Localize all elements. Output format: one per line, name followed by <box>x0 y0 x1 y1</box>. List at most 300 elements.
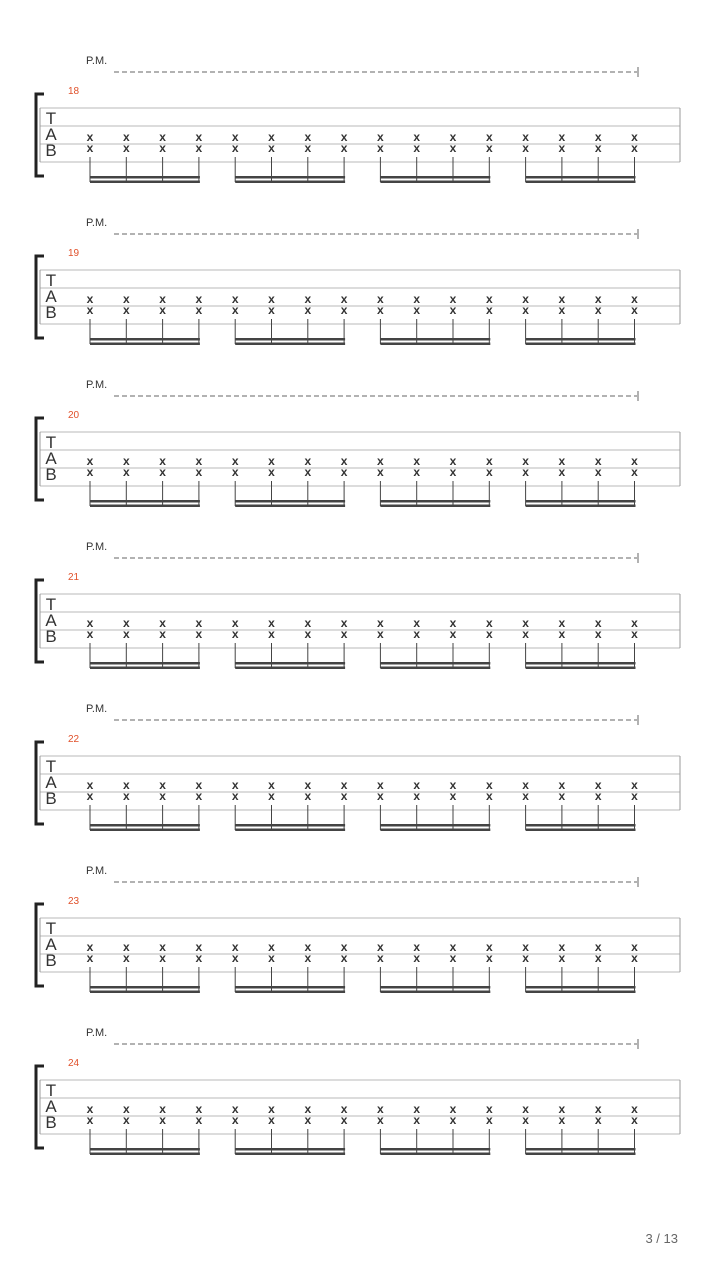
dead-note-x: x <box>522 130 529 144</box>
dead-note-x: x <box>231 789 239 803</box>
dead-note-x: x <box>594 454 602 468</box>
dead-note-x: x <box>268 627 275 641</box>
dead-note-x: x <box>86 141 94 155</box>
beam-secondary <box>90 991 200 994</box>
beam-primary <box>380 662 490 665</box>
dead-note-x: x <box>268 1113 275 1127</box>
dead-note-x: x <box>449 130 457 144</box>
dead-note-x: x <box>340 454 348 468</box>
dead-note-x: x <box>231 454 239 468</box>
tab-clef-letter: T <box>45 1081 57 1100</box>
dead-note-x: x <box>522 951 529 965</box>
dead-note-x: x <box>122 627 130 641</box>
beam-secondary <box>235 829 345 832</box>
dead-note-x: x <box>159 1102 166 1116</box>
dead-note-x: x <box>449 303 457 317</box>
dead-note-x: x <box>86 130 94 144</box>
dead-note-x: x <box>304 627 312 641</box>
tab-clef-letter: B <box>45 303 57 322</box>
dead-note-x: x <box>195 303 203 317</box>
beam-primary <box>526 338 636 341</box>
dead-note-x: x <box>304 130 312 144</box>
page-number: 3 / 13 <box>645 1231 678 1246</box>
dead-note-x: x <box>485 951 493 965</box>
dead-note-x: x <box>522 141 529 155</box>
dead-note-x: x <box>86 303 94 317</box>
beam-secondary <box>235 505 345 508</box>
beam-secondary <box>90 829 200 832</box>
dead-note-x: x <box>449 292 457 306</box>
dead-note-x: x <box>340 1102 348 1116</box>
beam-primary <box>380 500 490 503</box>
tab-clef-letter: A <box>45 449 57 468</box>
dead-note-x: x <box>558 789 566 803</box>
dead-note-x: x <box>159 303 166 317</box>
tab-clef-letter: A <box>45 611 57 630</box>
dead-note-x: x <box>377 454 384 468</box>
dead-note-x: x <box>122 789 130 803</box>
dead-note-x: x <box>122 141 130 155</box>
dead-note-x: x <box>86 778 94 792</box>
dead-note-x: x <box>449 940 457 954</box>
dead-note-x: x <box>485 616 493 630</box>
tab-clef-letter: A <box>45 1097 57 1116</box>
dead-note-x: x <box>594 1102 602 1116</box>
dead-note-x: x <box>631 789 638 803</box>
dead-note-x: x <box>594 292 602 306</box>
dead-note-x: x <box>340 303 348 317</box>
dead-note-x: x <box>377 303 384 317</box>
beam-secondary <box>380 1153 490 1156</box>
dead-note-x: x <box>594 130 602 144</box>
dead-note-x: x <box>413 778 421 792</box>
dead-note-x: x <box>522 778 529 792</box>
dead-note-x: x <box>86 454 94 468</box>
beam-secondary <box>380 343 490 346</box>
dead-note-x: x <box>413 789 421 803</box>
beam-primary <box>380 1148 490 1151</box>
dead-note-x: x <box>159 616 166 630</box>
dead-note-x: x <box>485 778 493 792</box>
dead-note-x: x <box>340 616 348 630</box>
dead-note-x: x <box>340 1113 348 1127</box>
dead-note-x: x <box>304 303 312 317</box>
tab-clef-letter: T <box>45 595 57 614</box>
beam-secondary <box>526 991 636 994</box>
dead-note-x: x <box>195 454 203 468</box>
beam-primary <box>90 1148 200 1151</box>
dead-note-x: x <box>377 465 384 479</box>
palm-mute-label: P.M. <box>86 379 108 391</box>
dead-note-x: x <box>631 454 638 468</box>
dead-note-x: x <box>86 292 94 306</box>
dead-note-x: x <box>558 1113 566 1127</box>
palm-mute-label: P.M. <box>86 1027 108 1039</box>
dead-note-x: x <box>86 940 94 954</box>
dead-note-x: x <box>522 1102 529 1116</box>
dead-note-x: x <box>449 465 457 479</box>
dead-note-x: x <box>195 940 203 954</box>
palm-mute-label: P.M. <box>86 541 108 553</box>
dead-note-x: x <box>122 1113 130 1127</box>
dead-note-x: x <box>268 454 275 468</box>
dead-note-x: x <box>485 1113 493 1127</box>
dead-note-x: x <box>340 789 348 803</box>
dead-note-x: x <box>377 951 384 965</box>
dead-note-x: x <box>304 454 312 468</box>
tab-clef-letter: A <box>45 773 57 792</box>
bar-number: 20 <box>68 410 80 421</box>
dead-note-x: x <box>522 303 529 317</box>
dead-note-x: x <box>631 1102 638 1116</box>
dead-note-x: x <box>304 465 312 479</box>
tab-clef-letter: A <box>45 125 57 144</box>
beam-primary <box>380 986 490 989</box>
beam-primary <box>526 1148 636 1151</box>
dead-note-x: x <box>449 1113 457 1127</box>
dead-note-x: x <box>159 940 166 954</box>
beam-secondary <box>526 343 636 346</box>
tab-clef-letter: A <box>45 935 57 954</box>
dead-note-x: x <box>304 141 312 155</box>
dead-note-x: x <box>231 465 239 479</box>
dead-note-x: x <box>231 627 239 641</box>
dead-note-x: x <box>268 292 275 306</box>
dead-note-x: x <box>413 951 421 965</box>
beam-primary <box>90 662 200 665</box>
dead-note-x: x <box>304 789 312 803</box>
dead-note-x: x <box>122 1102 130 1116</box>
dead-note-x: x <box>159 141 166 155</box>
dead-note-x: x <box>631 616 638 630</box>
dead-note-x: x <box>413 1102 421 1116</box>
dead-note-x: x <box>159 951 166 965</box>
dead-note-x: x <box>449 778 457 792</box>
dead-note-x: x <box>195 292 203 306</box>
dead-note-x: x <box>340 292 348 306</box>
dead-note-x: x <box>304 616 312 630</box>
dead-note-x: x <box>122 465 130 479</box>
beam-secondary <box>526 181 636 184</box>
beam-primary <box>235 986 345 989</box>
dead-note-x: x <box>485 141 493 155</box>
dead-note-x: x <box>231 951 239 965</box>
dead-note-x: x <box>631 778 638 792</box>
dead-note-x: x <box>268 141 275 155</box>
dead-note-x: x <box>268 940 275 954</box>
dead-note-x: x <box>522 940 529 954</box>
dead-note-x: x <box>195 627 203 641</box>
dead-note-x: x <box>558 292 566 306</box>
dead-note-x: x <box>304 1102 312 1116</box>
dead-note-x: x <box>231 303 239 317</box>
beam-primary <box>380 824 490 827</box>
dead-note-x: x <box>413 940 421 954</box>
dead-note-x: x <box>485 454 493 468</box>
beam-secondary <box>235 181 345 184</box>
dead-note-x: x <box>231 1102 239 1116</box>
dead-note-x: x <box>522 789 529 803</box>
dead-note-x: x <box>449 627 457 641</box>
dead-note-x: x <box>122 940 130 954</box>
dead-note-x: x <box>594 778 602 792</box>
dead-note-x: x <box>594 940 602 954</box>
dead-note-x: x <box>449 789 457 803</box>
dead-note-x: x <box>449 454 457 468</box>
palm-mute-label: P.M. <box>86 217 108 229</box>
dead-note-x: x <box>122 951 130 965</box>
beam-secondary <box>90 181 200 184</box>
dead-note-x: x <box>195 778 203 792</box>
dead-note-x: x <box>449 951 457 965</box>
dead-note-x: x <box>268 130 275 144</box>
dead-note-x: x <box>485 1102 493 1116</box>
dead-note-x: x <box>268 465 275 479</box>
dead-note-x: x <box>86 1102 94 1116</box>
dead-note-x: x <box>558 141 566 155</box>
dead-note-x: x <box>558 130 566 144</box>
dead-note-x: x <box>522 616 529 630</box>
dead-note-x: x <box>558 778 566 792</box>
dead-note-x: x <box>594 789 602 803</box>
dead-note-x: x <box>231 778 239 792</box>
dead-note-x: x <box>195 951 203 965</box>
dead-note-x: x <box>268 616 275 630</box>
beam-primary <box>90 176 200 179</box>
dead-note-x: x <box>631 292 638 306</box>
tab-clef-letter: T <box>45 433 57 452</box>
dead-note-x: x <box>594 1113 602 1127</box>
dead-note-x: x <box>485 627 493 641</box>
beam-secondary <box>235 343 345 346</box>
dead-note-x: x <box>195 1113 203 1127</box>
bar-number: 22 <box>68 734 80 745</box>
dead-note-x: x <box>377 1102 384 1116</box>
bar-number: 23 <box>68 896 80 907</box>
dead-note-x: x <box>86 951 94 965</box>
dead-note-x: x <box>304 940 312 954</box>
dead-note-x: x <box>594 951 602 965</box>
tab-clef-letter: B <box>45 1113 57 1132</box>
tab-clef-letter: B <box>45 465 57 484</box>
dead-note-x: x <box>268 951 275 965</box>
dead-note-x: x <box>195 465 203 479</box>
dead-note-x: x <box>558 951 566 965</box>
bar-number: 21 <box>68 572 80 583</box>
dead-note-x: x <box>558 940 566 954</box>
dead-note-x: x <box>377 627 384 641</box>
beam-secondary <box>380 667 490 670</box>
dead-note-x: x <box>268 1102 275 1116</box>
dead-note-x: x <box>631 130 638 144</box>
dead-note-x: x <box>449 1102 457 1116</box>
palm-mute-label: P.M. <box>86 865 108 877</box>
beam-primary <box>526 500 636 503</box>
bar-number: 18 <box>68 86 80 97</box>
dead-note-x: x <box>413 454 421 468</box>
bar-number: 19 <box>68 248 80 259</box>
tab-clef-letter: B <box>45 141 57 160</box>
dead-note-x: x <box>522 465 529 479</box>
dead-note-x: x <box>558 303 566 317</box>
dead-note-x: x <box>594 303 602 317</box>
beam-primary <box>235 824 345 827</box>
dead-note-x: x <box>340 951 348 965</box>
beam-secondary <box>235 991 345 994</box>
beam-secondary <box>90 343 200 346</box>
dead-note-x: x <box>631 1113 638 1127</box>
dead-note-x: x <box>304 951 312 965</box>
beam-primary <box>380 338 490 341</box>
dead-note-x: x <box>122 616 130 630</box>
dead-note-x: x <box>631 465 638 479</box>
beam-secondary <box>235 1153 345 1156</box>
dead-note-x: x <box>122 292 130 306</box>
beam-secondary <box>380 829 490 832</box>
dead-note-x: x <box>594 465 602 479</box>
dead-note-x: x <box>159 1113 166 1127</box>
dead-note-x: x <box>377 616 384 630</box>
dead-note-x: x <box>558 627 566 641</box>
beam-primary <box>526 662 636 665</box>
dead-note-x: x <box>231 292 239 306</box>
dead-note-x: x <box>122 778 130 792</box>
dead-note-x: x <box>413 303 421 317</box>
dead-note-x: x <box>485 789 493 803</box>
dead-note-x: x <box>304 778 312 792</box>
dead-note-x: x <box>631 627 638 641</box>
dead-note-x: x <box>558 616 566 630</box>
palm-mute-label: P.M. <box>86 703 108 715</box>
dead-note-x: x <box>304 1113 312 1127</box>
dead-note-x: x <box>122 454 130 468</box>
beam-secondary <box>526 667 636 670</box>
tab-clef-letter: B <box>45 951 57 970</box>
beam-secondary <box>90 667 200 670</box>
dead-note-x: x <box>86 465 94 479</box>
dead-note-x: x <box>159 627 166 641</box>
dead-note-x: x <box>159 292 166 306</box>
dead-note-x: x <box>195 1102 203 1116</box>
dead-note-x: x <box>268 303 275 317</box>
dead-note-x: x <box>377 789 384 803</box>
beam-secondary <box>380 505 490 508</box>
dead-note-x: x <box>122 303 130 317</box>
beam-secondary <box>526 1153 636 1156</box>
dead-note-x: x <box>522 454 529 468</box>
dead-note-x: x <box>340 130 348 144</box>
dead-note-x: x <box>86 789 94 803</box>
dead-note-x: x <box>631 951 638 965</box>
dead-note-x: x <box>195 130 203 144</box>
beam-secondary <box>90 505 200 508</box>
dead-note-x: x <box>159 465 166 479</box>
dead-note-x: x <box>195 616 203 630</box>
beam-primary <box>90 824 200 827</box>
beam-secondary <box>526 505 636 508</box>
dead-note-x: x <box>340 940 348 954</box>
beam-secondary <box>90 1153 200 1156</box>
dead-note-x: x <box>377 141 384 155</box>
tab-clef-letter: B <box>45 627 57 646</box>
dead-note-x: x <box>413 1113 421 1127</box>
dead-note-x: x <box>86 616 94 630</box>
dead-note-x: x <box>631 141 638 155</box>
beam-primary <box>526 176 636 179</box>
dead-note-x: x <box>268 789 275 803</box>
dead-note-x: x <box>122 130 130 144</box>
beam-primary <box>526 986 636 989</box>
dead-note-x: x <box>340 465 348 479</box>
beam-primary <box>235 176 345 179</box>
dead-note-x: x <box>231 141 239 155</box>
dead-note-x: x <box>268 778 275 792</box>
beam-primary <box>526 824 636 827</box>
tab-clef-letter: B <box>45 789 57 808</box>
dead-note-x: x <box>377 292 384 306</box>
tab-clef-letter: A <box>45 287 57 306</box>
beam-secondary <box>235 667 345 670</box>
dead-note-x: x <box>631 940 638 954</box>
tab-clef-letter: T <box>45 919 57 938</box>
beam-primary <box>235 1148 345 1151</box>
tab-clef-letter: T <box>45 271 57 290</box>
beam-primary <box>235 338 345 341</box>
dead-note-x: x <box>413 616 421 630</box>
dead-note-x: x <box>86 627 94 641</box>
beam-secondary <box>380 181 490 184</box>
dead-note-x: x <box>413 292 421 306</box>
beam-primary <box>90 986 200 989</box>
dead-note-x: x <box>231 1113 239 1127</box>
dead-note-x: x <box>631 303 638 317</box>
beam-primary <box>235 662 345 665</box>
beam-primary <box>90 338 200 341</box>
beam-secondary <box>526 829 636 832</box>
dead-note-x: x <box>340 778 348 792</box>
dead-note-x: x <box>413 141 421 155</box>
dead-note-x: x <box>195 789 203 803</box>
dead-note-x: x <box>413 627 421 641</box>
dead-note-x: x <box>485 292 493 306</box>
beam-primary <box>90 500 200 503</box>
dead-note-x: x <box>485 130 493 144</box>
dead-note-x: x <box>485 465 493 479</box>
dead-note-x: x <box>558 1102 566 1116</box>
dead-note-x: x <box>159 778 166 792</box>
dead-note-x: x <box>231 616 239 630</box>
dead-note-x: x <box>522 292 529 306</box>
dead-note-x: x <box>522 627 529 641</box>
dead-note-x: x <box>377 130 384 144</box>
dead-note-x: x <box>485 303 493 317</box>
dead-note-x: x <box>377 778 384 792</box>
dead-note-x: x <box>558 454 566 468</box>
dead-note-x: x <box>449 141 457 155</box>
dead-note-x: x <box>558 465 566 479</box>
dead-note-x: x <box>340 627 348 641</box>
dead-note-x: x <box>340 141 348 155</box>
tab-clef-letter: T <box>45 109 57 128</box>
dead-note-x: x <box>377 940 384 954</box>
dead-note-x: x <box>86 1113 94 1127</box>
bar-number: 24 <box>68 1058 80 1069</box>
beam-secondary <box>380 991 490 994</box>
dead-note-x: x <box>594 616 602 630</box>
beam-primary <box>235 500 345 503</box>
palm-mute-label: P.M. <box>86 55 108 67</box>
dead-note-x: x <box>594 141 602 155</box>
